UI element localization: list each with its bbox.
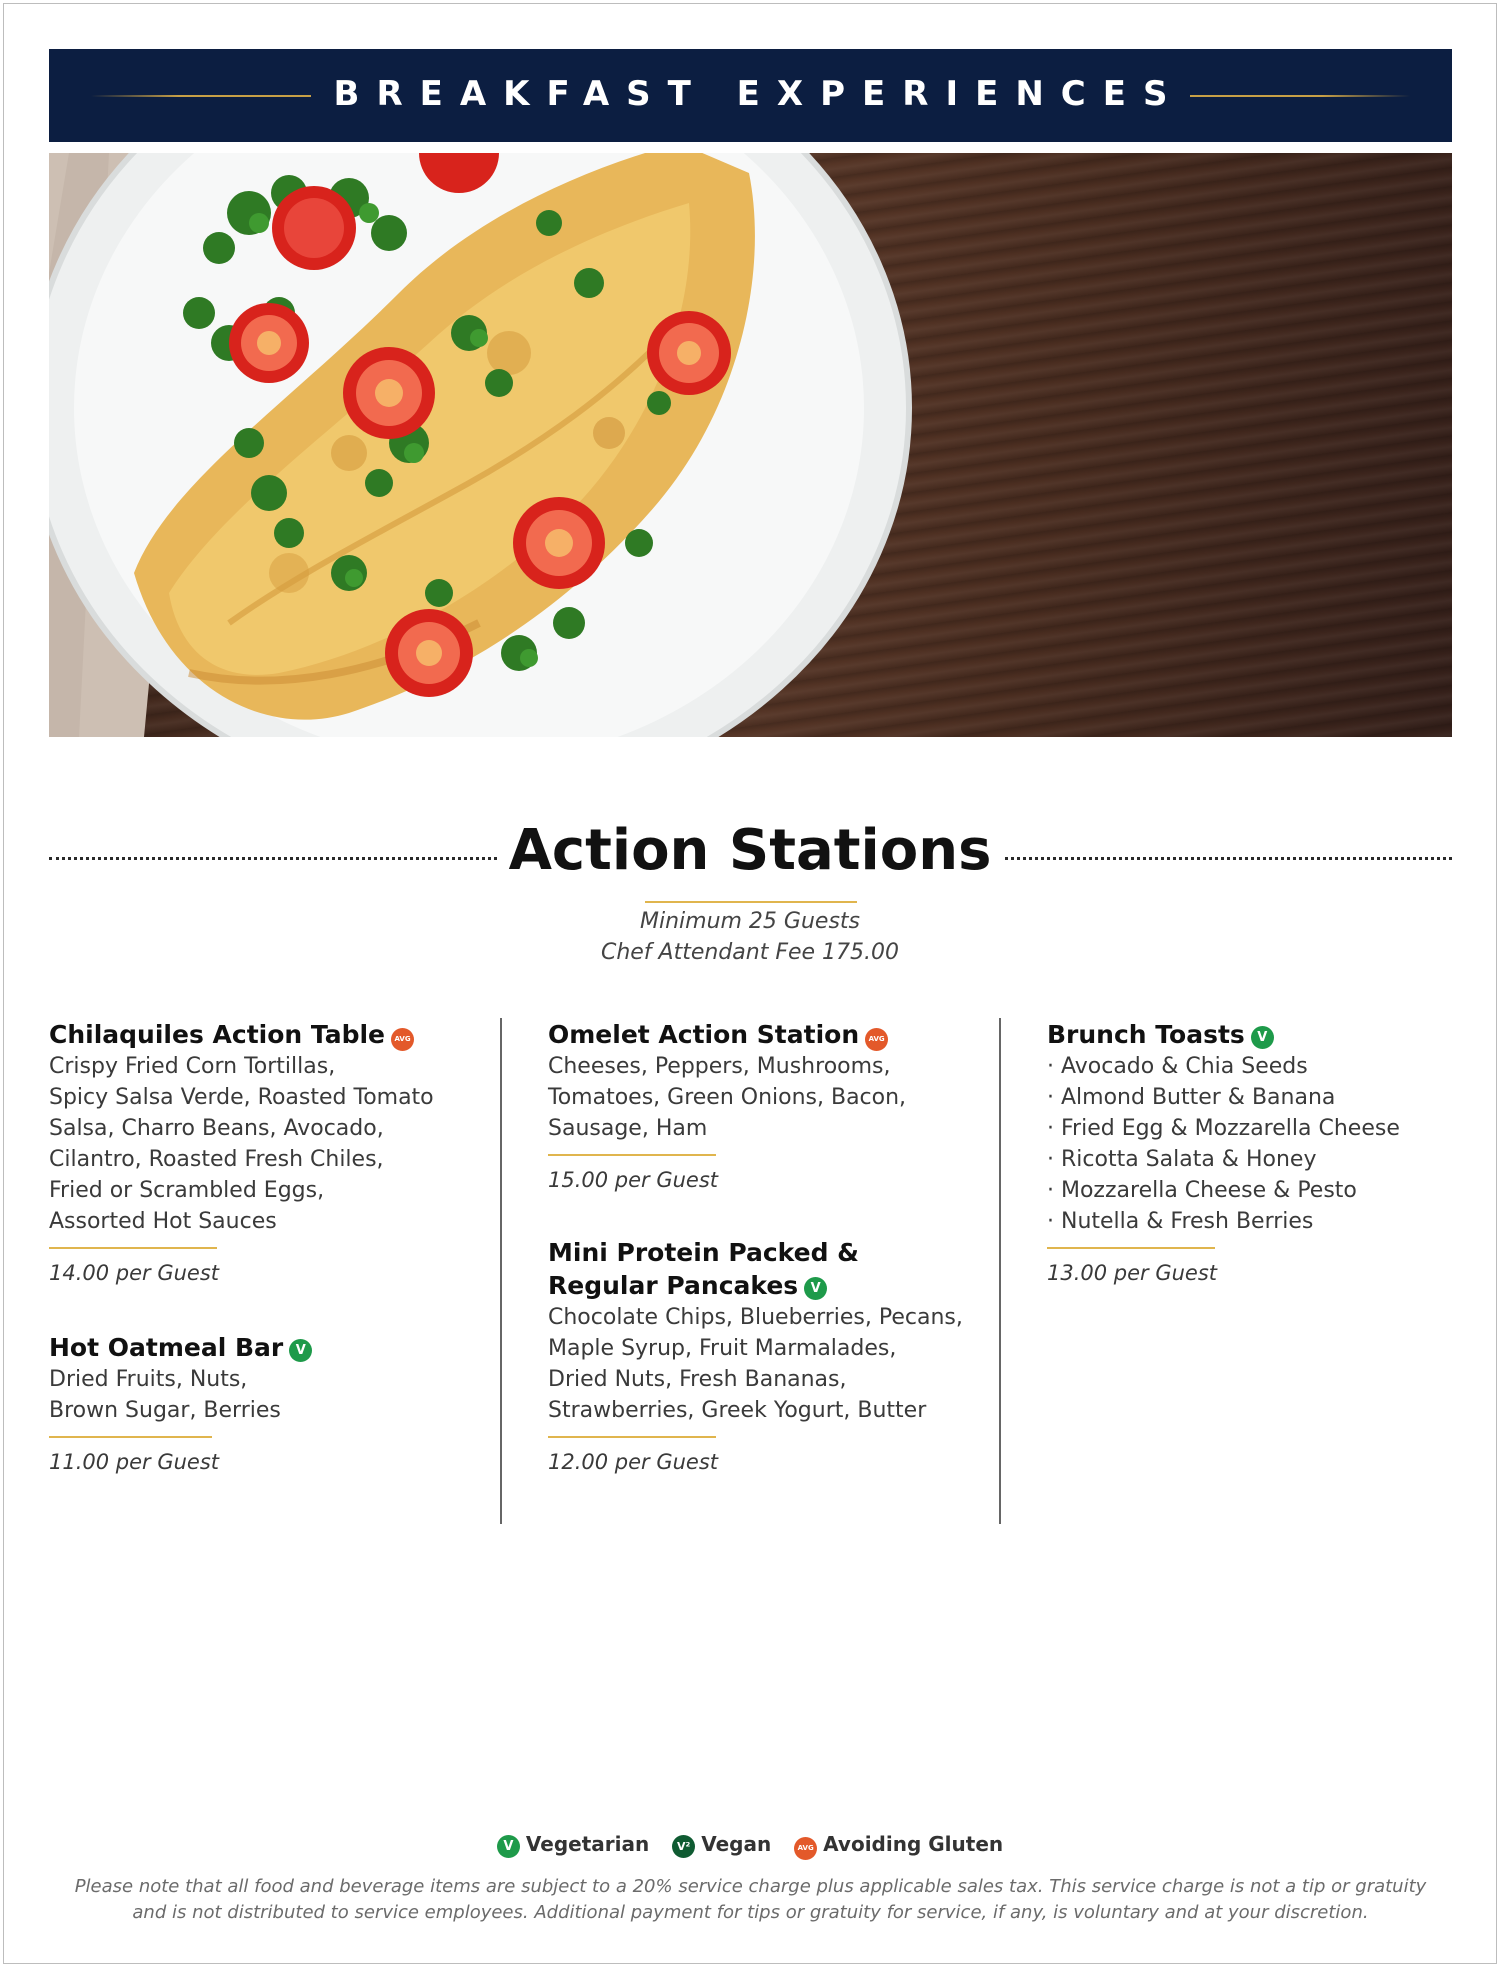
page-title: BREAKFAST EXPERIENCES: [333, 74, 1185, 114]
station-title: [548, 1018, 978, 1051]
station-description-line: · Mozzarella Cheese & Pesto: [1047, 1178, 1357, 1203]
station-title-text: Regular Pancakes: [548, 1271, 799, 1300]
station-omelet: [548, 1018, 978, 1194]
banner-rule-right: [1190, 95, 1410, 97]
station-chilaquiles: [49, 1018, 479, 1287]
station-description-line: Dried Fruits, Nuts,: [49, 1367, 248, 1392]
footnote-line: Please note that all food and beverage items are subject to a 20% service charge plus applicable sales tax. This service charge is not a tip or gratuity: [74, 1876, 1427, 1897]
station-description-line: · Ricotta Salata & Honey: [1047, 1147, 1317, 1172]
station-price: 13.00 per Guest: [1047, 1261, 1218, 1285]
station-price: 11.00 per Guest: [49, 1450, 220, 1474]
station-description-line: Spicy Salsa Verde, Roasted Tomato: [49, 1085, 434, 1110]
station-price: 14.00 per Guest: [49, 1261, 220, 1285]
header-banner: [49, 49, 1452, 142]
station-toasts: [1047, 1018, 1477, 1287]
vegetarian-icon: V: [804, 1277, 827, 1300]
column-right: [1047, 1018, 1477, 1287]
column-divider: [500, 1018, 502, 1524]
station-description-line: Strawberries, Greek Yogurt, Butter: [548, 1398, 927, 1423]
station-description-line: Dried Nuts, Fresh Bananas,: [548, 1367, 847, 1392]
station-description-line: Assorted Hot Sauces: [49, 1209, 277, 1234]
vegetarian-icon: V: [497, 1835, 520, 1858]
price-rule: [49, 1436, 212, 1438]
station-title: [548, 1269, 978, 1302]
avoiding-gluten-icon: AVG: [794, 1837, 817, 1860]
station-description-line: Salsa, Charro Beans, Avocado,: [49, 1116, 384, 1141]
dietary-legend: [0, 1832, 1500, 1860]
vegetarian-icon: V: [289, 1339, 312, 1362]
station-description-line: Cilantro, Roasted Fresh Chiles,: [49, 1147, 384, 1172]
station-title: [49, 1018, 479, 1051]
column-divider: [999, 1018, 1001, 1524]
omelet-plate-photo: [49, 153, 1452, 737]
station-description-line: · Avocado & Chia Seeds: [1047, 1054, 1308, 1079]
station-title: Mini Protein Packed &: [548, 1238, 859, 1267]
station-description-line: Maple Syrup, Fruit Marmalades,: [548, 1336, 897, 1361]
chef-attendant-fee: Chef Attendant Fee 175.00: [600, 940, 900, 965]
column-left: [49, 1018, 479, 1476]
legend-vegetarian: [497, 1832, 649, 1858]
station-description-line: Fried or Scrambled Eggs,: [49, 1178, 325, 1203]
avoiding-gluten-icon: AVG: [391, 1028, 414, 1051]
section-gold-rule: [645, 901, 857, 903]
footnote-line: and is not distributed to service employees. Additional payment for tips or gratuity for service, if any, is voluntary and at your discretion.: [132, 1902, 1369, 1923]
column-middle: [548, 1018, 978, 1476]
price-rule: [548, 1154, 716, 1156]
station-description-line: · Almond Butter & Banana: [1047, 1085, 1336, 1110]
station-description-line: Brown Sugar, Berries: [49, 1398, 281, 1423]
dotted-rule-right: [1005, 857, 1452, 860]
price-rule: [1047, 1247, 1215, 1249]
station-description-line: · Nutella & Fresh Berries: [1047, 1209, 1314, 1234]
station-title-text: Brunch Toasts: [1047, 1020, 1245, 1049]
station-title: [49, 1331, 479, 1364]
station-title-text: Chilaquiles Action Table: [49, 1020, 386, 1049]
station-oatmeal: [49, 1331, 479, 1476]
omelet-illustration: [49, 153, 1452, 737]
station-pancakes: [548, 1236, 978, 1476]
station-description-line: Tomatoes, Green Onions, Bacon,: [548, 1085, 907, 1110]
legend-avoiding-gluten: [794, 1832, 1003, 1860]
legend-label: Avoiding Gluten: [823, 1832, 1004, 1856]
legend-label: Vegan: [701, 1832, 772, 1856]
vegetarian-icon: V: [1251, 1026, 1274, 1049]
legend-label: Vegetarian: [525, 1832, 650, 1856]
section-title: Action Stations: [508, 818, 992, 883]
vegan-icon: V²: [672, 1835, 695, 1858]
station-price: 12.00 per Guest: [548, 1450, 719, 1474]
station-description-line: Chocolate Chips, Blueberries, Pecans,: [548, 1305, 963, 1330]
price-rule: [49, 1247, 217, 1249]
minimum-guests-note: Minimum 25 Guests: [639, 909, 860, 934]
station-title-text: Omelet Action Station: [548, 1020, 860, 1049]
station-description-line: · Fried Egg & Mozzarella Cheese: [1047, 1116, 1400, 1141]
service-charge-footnote: [49, 1874, 1452, 1926]
station-description-line: Cheeses, Peppers, Mushrooms,: [548, 1054, 891, 1079]
price-rule: [548, 1436, 716, 1438]
station-price: 15.00 per Guest: [548, 1168, 719, 1192]
station-description-line: Crispy Fried Corn Tortillas,: [49, 1054, 336, 1079]
avoiding-gluten-icon: AVG: [865, 1028, 888, 1051]
legend-vegan: [672, 1832, 771, 1858]
station-title: [1047, 1018, 1477, 1051]
station-description-line: Sausage, Ham: [548, 1116, 708, 1141]
station-title-text: Hot Oatmeal Bar: [49, 1333, 284, 1362]
